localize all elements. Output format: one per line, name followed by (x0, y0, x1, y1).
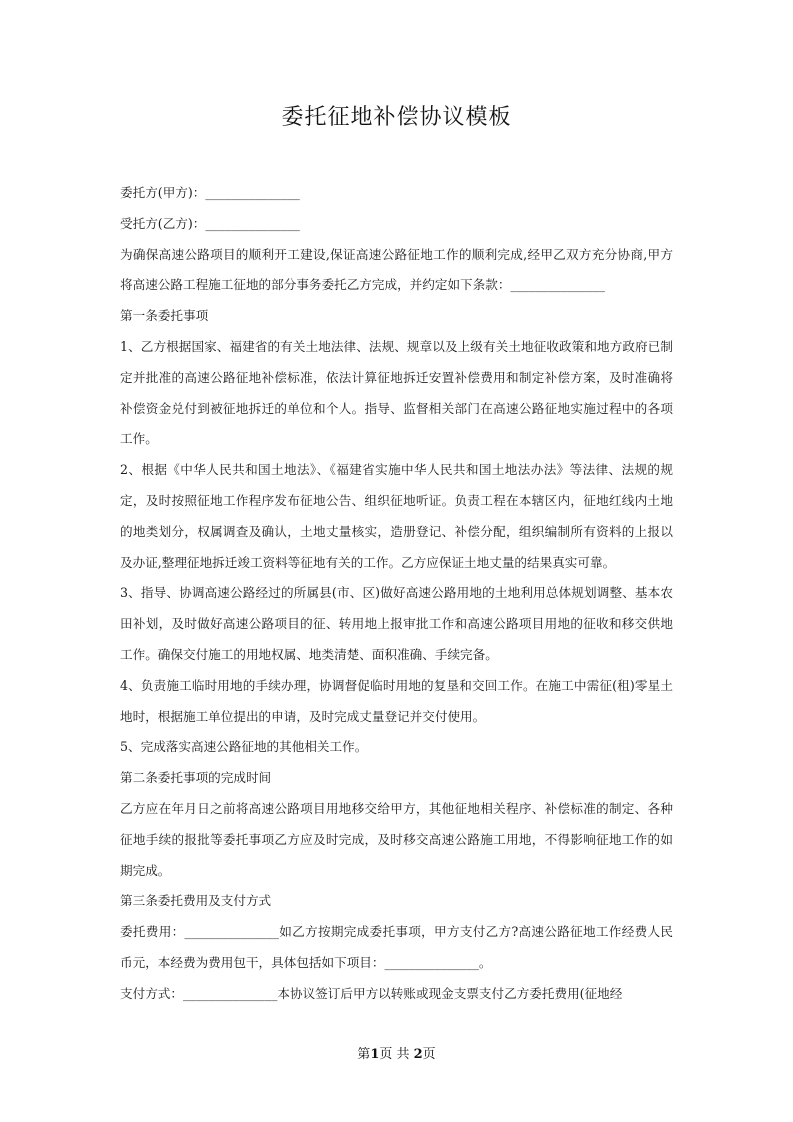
article-3-heading: 第三条委托费用及支付方式 (120, 893, 272, 909)
party-a-line: 委托方(甲方)：_______________ (120, 185, 300, 200)
footer-prefix: 第 (357, 1047, 371, 1062)
document-title: 委托征地补偿协议模板 (281, 105, 512, 130)
article-2-heading: 第二条委托事项的完成时间 (120, 770, 272, 786)
footer-mid: 页 共 (379, 1047, 414, 1062)
payment-method-paragraph: 支付方式：_______________本协议签订后甲方以转账或现金支票支付乙方委托费用(征地经 (120, 985, 623, 1001)
article-1-item-1: 1、乙方根据国家、福建省的有关土地法律、法规、规章以及上级有关土地征收政策和地方政府已制定并批准的高速公路征地补偿标准，依法计算征地拆迁安置补偿费用和制定补偿方案，及时准确将补偿资金兑付到被征地拆迁的单位和个人。指导、监督相关部门在高速公路征地实施过程中的各项工作。 (120, 338, 673, 447)
document-body (120, 178, 673, 1010)
total-page-number: 2 (413, 1047, 423, 1062)
preamble-paragraph: 为确保高速公路项目的顺利开工建设,保证高速公路征地工作的顺利完成,经甲乙双方充分协商,甲方将高速公路工程施工征地的部分事务委托乙方完成，并约定如下条款：_______________ (120, 246, 673, 293)
article-1-item-3: 3、指导、协调高速公路经过的所属县(市、区)做好高速公路用地的土地利用总体规划调整、基本农田补划，及时做好高速公路项目的征、转用地上报审批工作和高速公路项目用地的征收和移交供地工作。确保交付施工的用地权属、地类清楚、面积准确、手续完备。 (120, 585, 673, 662)
article-1-item-5: 5、完成落实高速公路征地的其他相关工作。 (120, 739, 368, 755)
page-footer (0, 1043, 793, 1062)
article-1-item-4: 4、负责施工临时用地的手续办理，协调督促临时用地的复垦和交回工作。在施工中需征(租)零星土地时，根据施工单位提出的申请，及时完成丈量登记并交付使用。 (120, 677, 673, 724)
party-b-line: 受托方(乙方)：_______________ (120, 215, 300, 231)
article-2-paragraph: 乙方应在年月日之前将高速公路项目用地移交给甲方，其他征地相关程序、补偿标准的制定、各种征地手续的报批等委托事项乙方应及时完成，及时移交高速公路施工用地，不得影响征地工作的如期完成。 (120, 800, 673, 878)
article-1-item-2: 2、根据《中华人民共和国土地法》、《福建省实施中华人民共和国土地法办法》等法律、法规的规定，及时按照征地工作程序发布征地公告、组织征地听证。负责工程在本辖区内，征地红线内土地的地类划分，权属调查及确认，土地丈量核实，造册登记、补偿分配，组织编制所有资料的上报以及办证,整理征地拆迁竣工资料等征地有关的工作。乙方应保证土地丈量的结果真实可靠。 (120, 462, 673, 570)
current-page-number: 1 (370, 1047, 380, 1062)
footer-suffix: 页 (422, 1047, 436, 1062)
article-1-heading: 第一条委托事项 (120, 308, 209, 324)
commission-fee-paragraph: 委托费用：_______________如乙方按期完成委托事项，甲方支付乙方?高速公路征地工作经费人民币元，本经费为费用包干，具体包括如下项目：_______________。 (120, 924, 673, 970)
